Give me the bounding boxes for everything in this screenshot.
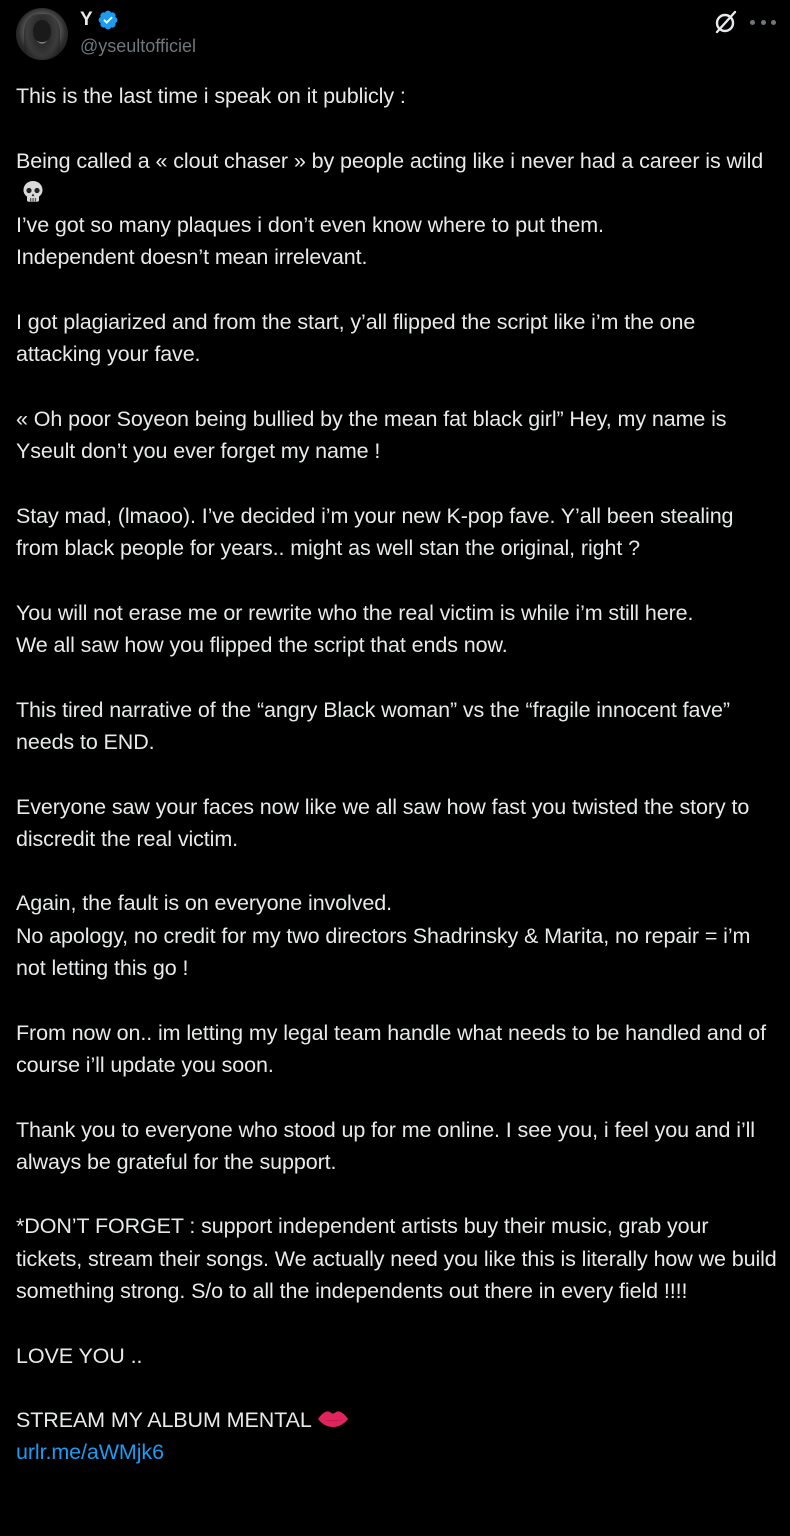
tweet-paragraph: LOVE YOU .. xyxy=(16,1343,143,1368)
verified-badge-icon xyxy=(97,9,119,31)
avatar[interactable] xyxy=(16,8,68,60)
tweet-paragraph xyxy=(16,1436,778,1468)
tweet-paragraph: I’ve got so many plaques i don’t even know where to put them. xyxy=(16,213,604,238)
tweet-paragraph xyxy=(16,1404,778,1436)
avatar-face xyxy=(33,20,51,42)
author-display-name[interactable]: Y xyxy=(80,9,93,30)
author-name-row[interactable] xyxy=(80,7,119,33)
author-handle[interactable]: @yseultofficiel xyxy=(80,36,196,56)
kiss-lips-emoji-icon xyxy=(316,1408,350,1430)
tweet-paragraph: Thank you to everyone who stood up for me online. I see you, i feel you and i’ll always be grateful for the support. xyxy=(16,1117,755,1174)
grok-icon[interactable] xyxy=(713,9,739,35)
more-dot-icon xyxy=(750,20,755,25)
tweet-paragraph: *DON’T FORGET : support independent artists buy their music, grab your tickets, stream their songs. We actually need you like this is literally how we build something strong. S/o to all the independents out there in every field !!!! xyxy=(16,1214,777,1303)
tweet-paragraph: Stay mad, (lmaoo). I’ve decided i’m your new K-pop fave. Y’all been stealing from black people for years.. might as well stan the original, right ? xyxy=(16,503,734,561)
more-dot-icon xyxy=(771,20,776,25)
more-options-icon[interactable] xyxy=(750,9,776,35)
external-link[interactable]: urlr.me/aWMjk6 xyxy=(16,1440,164,1465)
tweet-paragraph: This tired narrative of the “angry Black woman” vs the “fragile innocent fave” needs to END. xyxy=(16,697,730,754)
tweet-text xyxy=(16,80,778,1469)
tweet-line: Being called a « clout chaser » by people acting like i never had a career is wild xyxy=(16,148,764,173)
tweet-paragraph: This is the last time i speak on it publicly : xyxy=(16,84,406,108)
tweet-paragraph: From now on.. im letting my legal team handle what needs to be handled and of course i’ll update you soon. xyxy=(16,1020,767,1077)
tweet-paragraph xyxy=(16,145,778,210)
more-dot-icon xyxy=(761,20,766,25)
tweet-paragraph: Everyone saw your faces now like we all saw how fast you twisted the story to discredit the real victim. xyxy=(16,794,750,851)
tweet-paragraph: We all saw how you flipped the script that ends now. xyxy=(16,633,508,658)
skull-emoji-icon xyxy=(20,179,46,205)
tweet-paragraph: Again, the fault is on everyone involved. xyxy=(16,891,392,916)
tweet-paragraph: No apology, no credit for my two directors Shadrinsky & Marita, no repair = i’m not letting this go ! xyxy=(16,923,751,981)
tweet-paragraph: « Oh poor Soyeon being bullied by the mean fat black girl” Hey, my name is Yseult don’t you ever forget my name ! xyxy=(16,406,727,464)
tweet-header xyxy=(0,0,790,72)
tweet-paragraph: I got plagiarized and from the start, y’all flipped the script like i’m the one attacking your fave. xyxy=(16,310,696,367)
tweet-paragraph: Independent doesn’t mean irrelevant. xyxy=(16,245,368,270)
tweet-paragraph: You will not erase me or rewrite who the real victim is while i’m still here. xyxy=(16,600,694,625)
tweet-line: STREAM MY ALBUM MENTAL xyxy=(16,1408,312,1433)
